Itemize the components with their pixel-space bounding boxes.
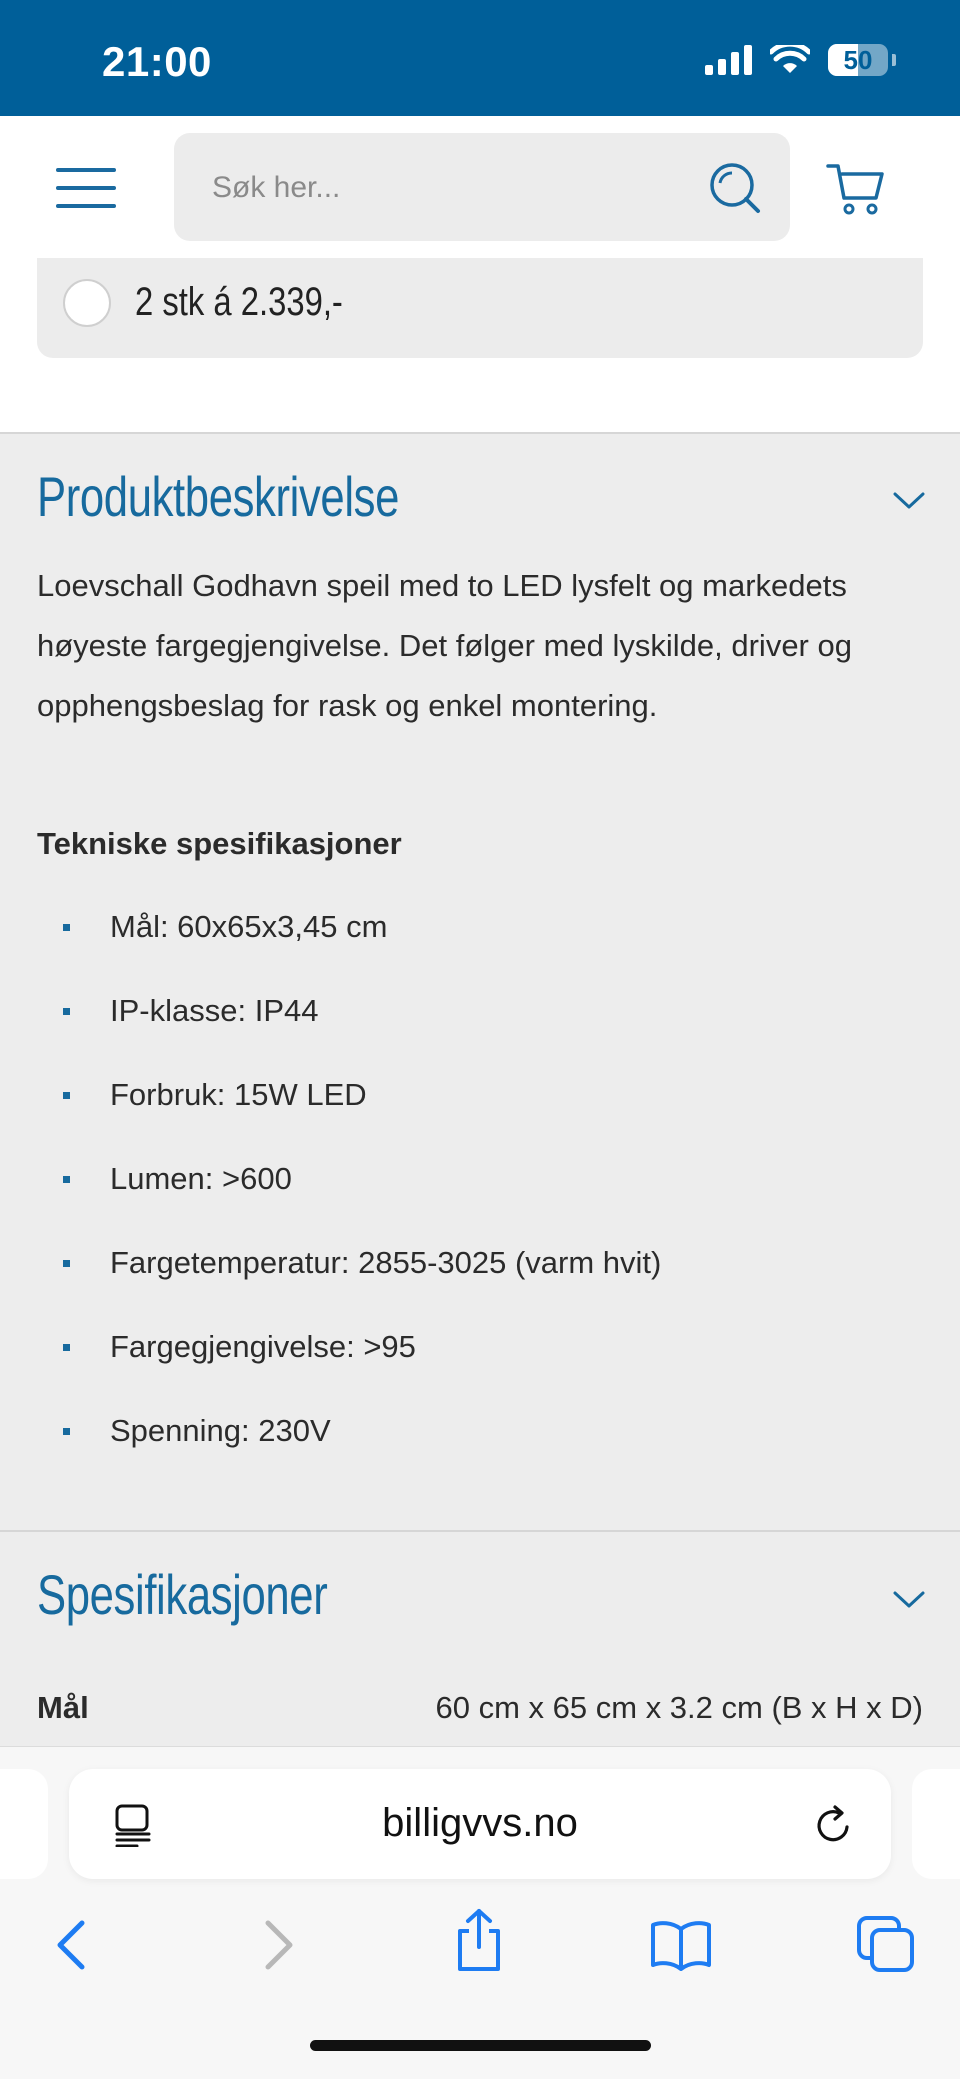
- spec-item-text: Fargegjengivelse: >95: [110, 1329, 416, 1364]
- bullet-icon: [63, 1008, 70, 1015]
- technical-specs-list: [0, 898, 960, 1486]
- search-input[interactable]: [174, 133, 790, 241]
- list-item: [0, 1318, 960, 1402]
- spec-item-text: Forbruk: 15W LED: [110, 1077, 367, 1112]
- product-description-title[interactable]: Produktbeskrivelse: [37, 465, 400, 528]
- list-item: [0, 898, 960, 982]
- bullet-icon: [63, 1428, 70, 1435]
- quantity-radio[interactable]: [63, 279, 111, 327]
- chevron-down-icon[interactable]: [892, 490, 926, 512]
- spec-item-text: Lumen: >600: [110, 1161, 292, 1196]
- share-icon[interactable]: [452, 1907, 506, 1973]
- forward-icon[interactable]: [258, 1917, 298, 1973]
- list-item: [0, 1066, 960, 1150]
- list-item: [0, 982, 960, 1066]
- bullet-icon: [63, 924, 70, 931]
- search-icon[interactable]: [708, 161, 764, 217]
- battery-tip: [892, 54, 896, 66]
- home-indicator: [310, 2040, 651, 2051]
- bookmarks-icon[interactable]: [650, 1919, 712, 1971]
- bullet-icon: [63, 1260, 70, 1267]
- quantity-option-label: 2 stk á 2.339,-: [135, 280, 343, 324]
- cellular-signal-icon: [705, 45, 752, 75]
- previous-tab-preview[interactable]: [0, 1769, 48, 1879]
- tabs-icon[interactable]: [856, 1915, 916, 1973]
- quantity-option-card[interactable]: [37, 258, 923, 358]
- battery-level: 50: [843, 44, 873, 75]
- site-header: [0, 116, 960, 258]
- browser-nav-row: [0, 1907, 960, 1987]
- battery-icon: [828, 44, 888, 76]
- section-divider: [0, 1530, 960, 1532]
- wifi-icon: [770, 45, 810, 75]
- status-icons: [705, 44, 896, 76]
- spec-item-text: Mål: 60x65x3,45 cm: [110, 909, 388, 944]
- section-divider: [0, 432, 960, 434]
- specifications-title[interactable]: Spesifikasjoner: [37, 1563, 328, 1626]
- address-bar[interactable]: [69, 1769, 891, 1879]
- bullet-icon: [63, 1344, 70, 1351]
- list-item: [0, 1234, 960, 1318]
- back-icon[interactable]: [52, 1917, 92, 1973]
- spec-row-label: Mål: [37, 1690, 89, 1725]
- product-description-text: Loevschall Godhavn speil med to LED lysfelt og markedets høyeste fargegjengivelse. Det følger med lyskilde, driver og opphengsbeslag for rask og enkel montering.: [37, 568, 852, 723]
- cart-icon[interactable]: [826, 160, 886, 218]
- search-placeholder: Søk her...: [212, 171, 341, 204]
- status-bar: [0, 0, 960, 116]
- list-item: [0, 1150, 960, 1234]
- hamburger-menu-icon[interactable]: [56, 168, 116, 208]
- bullet-icon: [63, 1176, 70, 1183]
- list-item: [0, 1402, 960, 1486]
- reload-icon[interactable]: [813, 1803, 855, 1847]
- spec-item-text: Spenning: 230V: [110, 1413, 331, 1448]
- bullet-icon: [63, 1092, 70, 1099]
- spec-item-text: Fargetemperatur: 2855-3025 (varm hvit): [110, 1245, 662, 1280]
- technical-specs-heading: Tekniske spesifikasjoner: [37, 826, 402, 861]
- spec-item-text: IP-klasse: IP44: [110, 993, 319, 1028]
- chevron-down-icon[interactable]: [892, 1589, 926, 1611]
- next-tab-preview[interactable]: [912, 1769, 960, 1879]
- status-time: 21:00: [102, 38, 212, 85]
- browser-toolbar: [0, 1746, 960, 2079]
- spec-row-value: 60 cm x 65 cm x 3.2 cm (B x H x D): [435, 1690, 923, 1725]
- url-text: billigvvs.no: [382, 1801, 578, 1845]
